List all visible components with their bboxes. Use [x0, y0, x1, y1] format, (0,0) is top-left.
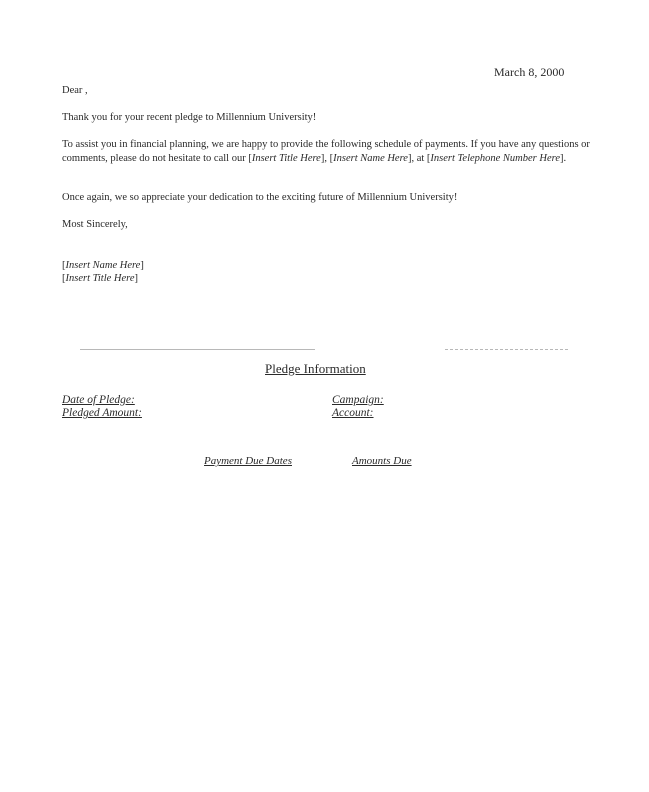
closing: Most Sincerely,	[62, 219, 128, 230]
account-label: Account:	[332, 407, 374, 419]
signature-name	[62, 260, 144, 271]
phone-placeholder: Insert Telephone Number Here	[430, 153, 560, 164]
pledged-amount-label: Pledged Amount:	[62, 407, 142, 419]
date-of-pledge-label: Date of Pledge:	[62, 394, 135, 406]
divider-left	[80, 349, 315, 350]
signature-title	[62, 273, 138, 284]
pledge-heading: Pledge Information	[265, 361, 366, 376]
name-placeholder: Insert Name Here	[333, 153, 408, 164]
title-placeholder: Insert Title Here	[251, 153, 321, 164]
signature-title-close: ]	[134, 273, 139, 284]
signature-title-placeholder: Insert Title Here	[65, 273, 135, 284]
divider-right	[445, 349, 568, 350]
assist-end: ].	[560, 153, 567, 164]
amounts-due-header: Amounts Due	[352, 455, 412, 467]
payment-due-dates-header: Payment Due Dates	[204, 455, 292, 467]
signature-name-close: ]	[140, 260, 144, 271]
campaign-label: Campaign:	[332, 394, 384, 406]
signature-title-open: [	[62, 273, 66, 284]
assist-separator-1: ], [	[320, 153, 334, 164]
assist-separator-2: ], at [	[407, 153, 431, 164]
letter-date: March 8, 2000	[494, 65, 565, 79]
assist-paragraph	[62, 138, 602, 166]
salutation: Dear ,	[62, 85, 88, 96]
assist-text: To assist you in financial planning, we are happy to provide the following schedule of payments. If you have any questions or comments, please do not hesitate to call our [	[62, 139, 590, 164]
thanks-paragraph: Thank you for your recent pledge to Millennium University!	[62, 112, 317, 123]
once-again-paragraph: Once again, we so appreciate your dedication to the exciting future of Millennium University!	[62, 192, 458, 203]
signature-name-open: [	[62, 260, 66, 271]
signature-name-placeholder: Insert Name Here	[65, 260, 141, 271]
